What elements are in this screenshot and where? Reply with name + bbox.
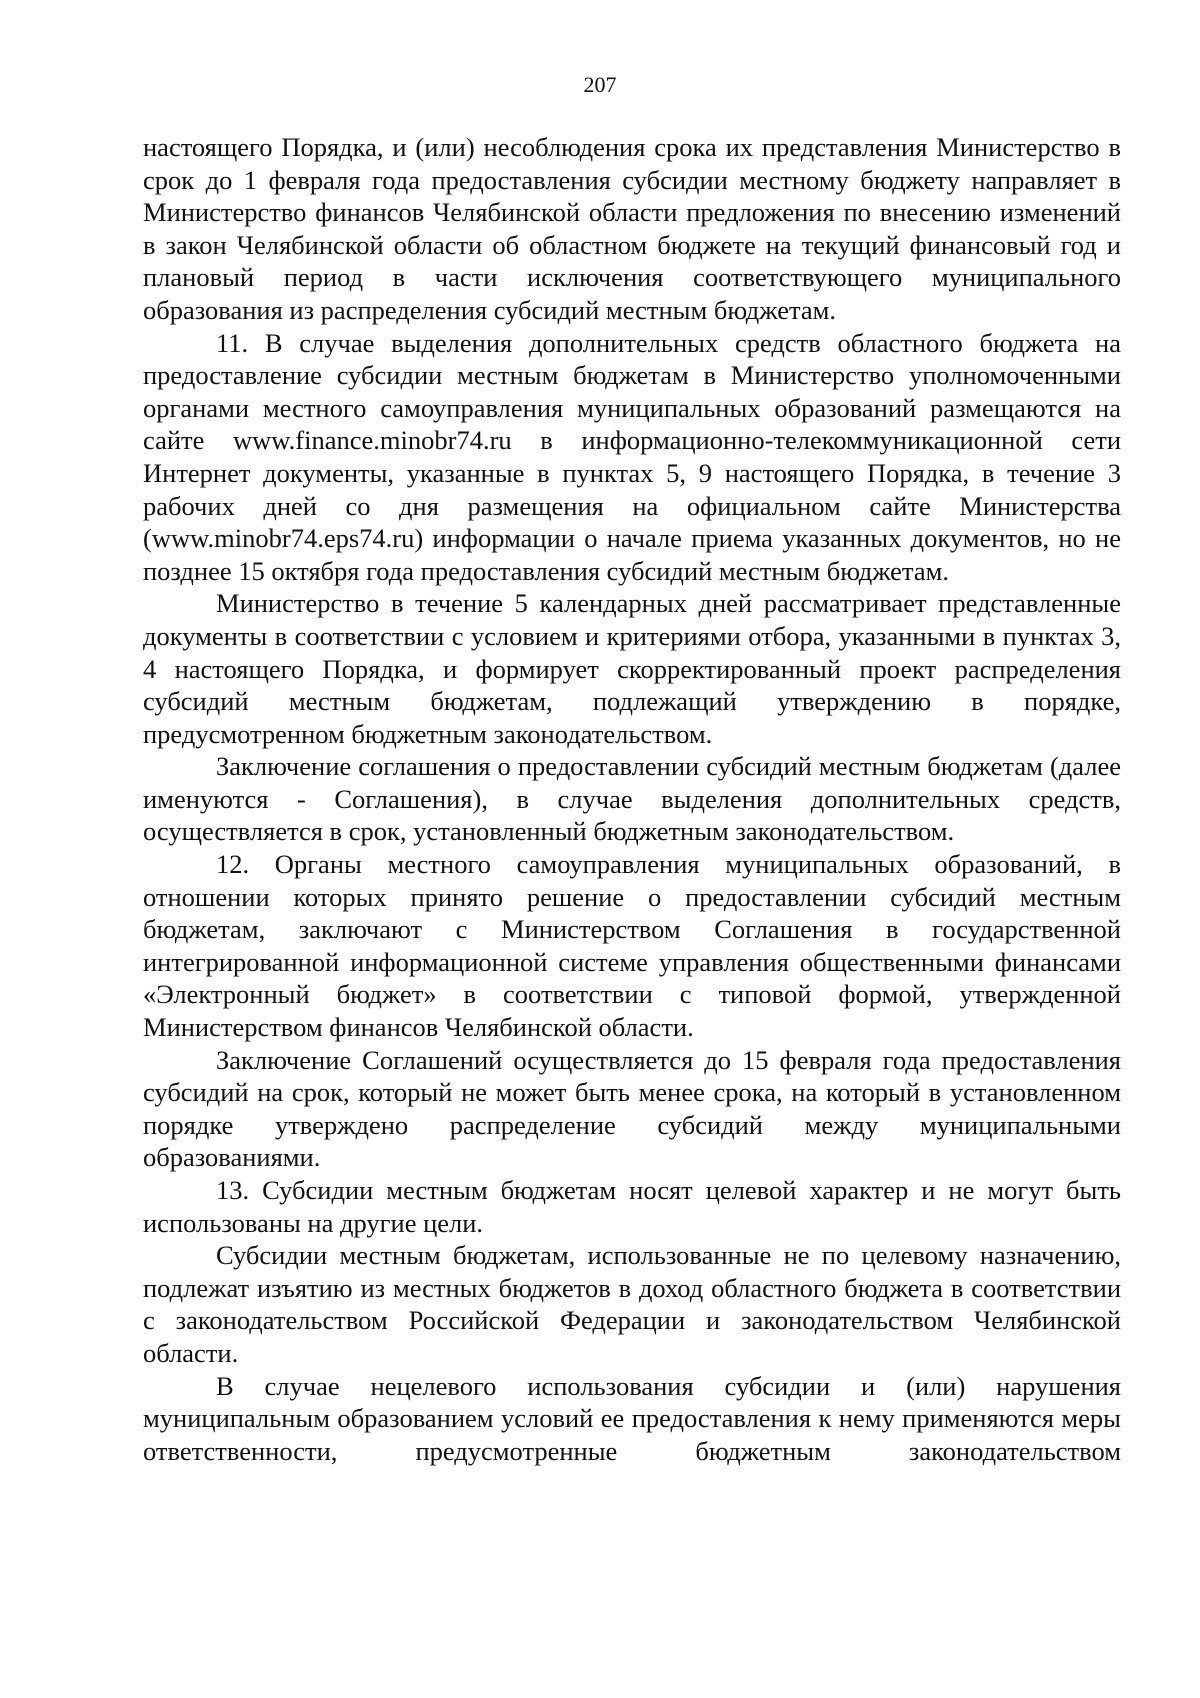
paragraph-agreement-conclusion: Заключение соглашения о предоставлении субсидий местным бюджетам (далее именуются - Соглашения), в случае выделения дополнительных средств, осуществляется в срок, установленный бюджетным законодательством. — [143, 751, 1121, 847]
paragraph-item-13: 13. Субсидии местным бюджетам носят целевой характер и не могут быть использованы на другие цели. — [143, 1175, 1121, 1238]
paragraph-item-12: 12. Органы местного самоуправления муниципальных образований, в отношении которых принято решение о предоставлении субсидий местным бюджетам, заключают с Министерством Соглашения в государственной интегрированной информационной системе управления общественными финансами «Электронный бюджет» в соответствии с типовой формой, утвержденной Министерством финансов Челябинской области. — [143, 849, 1121, 1043]
page-number: 207 — [583, 72, 617, 97]
paragraph-ministry-review: Министерство в течение 5 календарных дней рассматривает представленные документы в соответствии с условием и критериями отбора, указанными в пунктах 3, 4 настоящего Порядка, и формирует скорректированный проект распределения субсидий местным бюджетам, подлежащий утверждению в порядке, предусмотренном бюджетным законодательством. — [143, 588, 1121, 749]
document-body — [143, 131, 1121, 1467]
paragraph-agreement-deadline: Заключение Соглашений осуществляется до 15 февраля года предоставления субсидий на срок, который не может быть менее срока, на который в установленном порядке утверждено распределение субсидий между муниципальными образованиями. — [143, 1044, 1121, 1173]
paragraph-continuation: настоящего Порядка, и (или) несоблюдения срока их представления Министерство в срок до 1 февраля года предоставления субсидии местному бюджету направляет в Министерство финансов Челябинской области предложения по внесению изменений в закон Челябинской области об областном бюджете на текущий финансовый год и плановый период в части исключения соответствующего муниципального образования из распределения субсидий местным бюджетам. — [143, 132, 1121, 325]
paragraph-item-11: 11. В случае выделения дополнительных средств областного бюджета на предоставление субсидии местным бюджетам в Министерство уполномоченными органами местного самоуправления муниципальных образований размещаются на сайте www.finance.minobr74.ru в информационно-телекоммуникационной сети Интернет документы, указанные в пунктах 5, 9 настоящего Порядка, в течение 3 рабочих дней со дня размещения на официальном сайте Министерства (www.minobr74.eps74.ru) информации о начале приема указанных документов, но не позднее 15 октября года предоставления субсидий местным бюджетам. — [143, 327, 1121, 586]
paragraph-misuse-withdrawal: Субсидии местным бюджетам, использованные не по целевому назначению, подлежат изъятию из местных бюджетов в доход областного бюджета в соответствии с законодательством Российской Федерации и законодательством Челябинской области. — [143, 1240, 1121, 1368]
paragraph-liability: В случае нецелевого использования субсидии и (или) нарушения муниципальным образованием условий ее предоставления к нему применяются меры ответственности, предусмотренные бюджетным законодательством — [143, 1370, 1121, 1466]
